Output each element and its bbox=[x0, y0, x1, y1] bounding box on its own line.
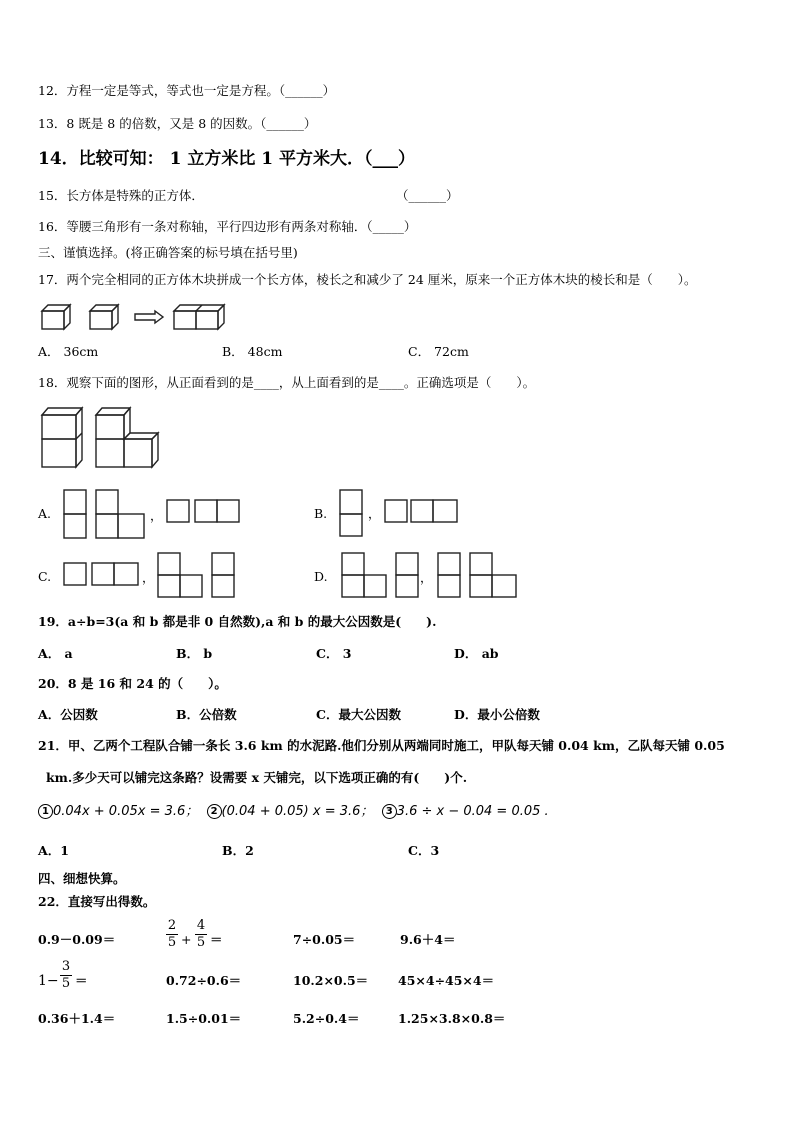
q18-option-c-label[interactable]: C. bbox=[38, 569, 52, 584]
section-3-heading: 三、谨慎选择。(将正确答案的标号填在括号里) bbox=[38, 245, 298, 260]
one-minus: 1− bbox=[38, 973, 59, 989]
cuboid bbox=[174, 305, 224, 329]
q21-equations bbox=[38, 804, 549, 820]
calc-11: 5.2÷0.4＝ bbox=[293, 1011, 360, 1026]
fraction-numerator: 2 bbox=[167, 918, 177, 933]
question-14: 14．比较可知： 1 立方米比 1 平方米大．（___） bbox=[38, 149, 415, 169]
question-16: 16．等腰三角形有一条对称轴，平行四边形有两条对称轴．（_____） bbox=[38, 219, 417, 234]
q17-option-a[interactable]: A． 36cm bbox=[38, 344, 99, 359]
q20-option-d[interactable]: D．最小公倍数 bbox=[454, 707, 540, 722]
question-18-stem: 18．观察下面的图形，从正面看到的是____，从上面看到的是____。正确选项是（ ）。 bbox=[38, 375, 536, 390]
q18-option-b-comma: ， bbox=[368, 506, 381, 521]
cube-1 bbox=[42, 305, 70, 329]
calc-10: 1.5÷0.01＝ bbox=[166, 1011, 242, 1026]
cube-2 bbox=[90, 305, 118, 329]
fraction-numerator: 4 bbox=[196, 918, 206, 933]
fraction-2-5 bbox=[166, 919, 178, 950]
q18-option-d-label[interactable]: D. bbox=[314, 569, 328, 584]
calc-4: 9.6＋4＝ bbox=[400, 932, 456, 947]
q18-option-d-top bbox=[436, 551, 526, 601]
q18-option-b-label[interactable]: B. bbox=[314, 506, 328, 521]
question-15-blank: （______） bbox=[396, 188, 459, 203]
q18-option-d-comma: ， bbox=[420, 570, 433, 585]
equals-sign: ＝ bbox=[210, 932, 223, 947]
equation-3: 3.6 ÷ x − 0.04 = 0.05 . bbox=[396, 804, 549, 819]
calc-3: 7÷0.05＝ bbox=[293, 932, 356, 947]
equals-sign: ＝ bbox=[75, 973, 88, 988]
q18-option-a-label[interactable]: A. bbox=[38, 506, 52, 521]
question-19-stem: 19．a÷b=3(a 和 b 都是非 0 自然数),a 和 b 的最大公因数是( ). bbox=[38, 614, 437, 629]
fraction-4-5 bbox=[195, 919, 207, 950]
fraction-denominator: 5 bbox=[61, 976, 71, 991]
q18-option-c-comma: ， bbox=[142, 570, 155, 585]
solid-figures bbox=[40, 405, 165, 471]
equation-2: (0.04 + 0.05) x = 3.6； bbox=[221, 804, 374, 819]
question-17-stem: 17．两个完全相同的正方体木块拼成一个长方体，棱长之和减少了 24 厘米，原来一个正方体木块的棱长和是（ ）。 bbox=[38, 272, 697, 287]
q18-option-d-front bbox=[340, 551, 430, 601]
q21-option-c[interactable]: C．3 bbox=[408, 843, 440, 858]
plus-sign: + bbox=[181, 932, 192, 947]
q19-option-d[interactable]: D． ab bbox=[454, 646, 499, 661]
equation-1: 0.04x + 0.05x = 3.6； bbox=[53, 804, 199, 819]
q19-option-a[interactable]: A． a bbox=[38, 646, 73, 661]
fraction-numerator: 3 bbox=[61, 959, 71, 974]
cube-diagram bbox=[40, 303, 240, 333]
q17-option-b[interactable]: B． 48cm bbox=[222, 344, 283, 359]
calc-8: 45×4÷45×4＝ bbox=[398, 973, 495, 988]
question-20-stem: 20．8 是 16 和 24 的（ ）。 bbox=[38, 676, 227, 691]
question-22-stem: 22．直接写出得数。 bbox=[38, 894, 156, 909]
q18-option-a-comma: ， bbox=[150, 508, 163, 523]
fraction-denominator: 5 bbox=[167, 935, 177, 950]
arrow-icon bbox=[135, 311, 163, 323]
calc-9: 0.36＋1.4＝ bbox=[38, 1011, 116, 1026]
question-15: 15．长方体是特殊的正方体． bbox=[38, 188, 204, 203]
calc-12: 1.25×3.8×0.8＝ bbox=[398, 1011, 506, 1026]
figure-right-l-shape bbox=[96, 408, 158, 467]
calc-7: 10.2×0.5＝ bbox=[293, 973, 369, 988]
q18-option-b-top bbox=[383, 498, 463, 526]
circled-number-2: 2 bbox=[207, 804, 222, 819]
q17-option-c[interactable]: C． 72cm bbox=[408, 344, 469, 359]
question-12: 12．方程一定是等式，等式也一定是方程。（______） bbox=[38, 83, 336, 98]
q18-option-a-top bbox=[165, 498, 245, 526]
q18-option-a-front bbox=[62, 488, 152, 540]
q21-option-b[interactable]: B．2 bbox=[222, 843, 254, 858]
circled-number-3: 3 bbox=[382, 804, 397, 819]
q21-option-a[interactable]: A．1 bbox=[38, 843, 69, 858]
q18-option-b-front bbox=[338, 488, 368, 540]
fraction-3-5 bbox=[60, 960, 72, 991]
question-21-line2: km.多少天可以铺完这条路？设需要 x 天铺完，以下选项正确的有( )个. bbox=[46, 770, 468, 785]
calc-1: 0.9－0.09＝ bbox=[38, 932, 116, 947]
q20-option-b[interactable]: B．公倍数 bbox=[176, 707, 237, 722]
q20-option-c[interactable]: C．最大公因数 bbox=[316, 707, 401, 722]
q19-option-c[interactable]: C． 3 bbox=[316, 646, 352, 661]
q20-option-a[interactable]: A．公因数 bbox=[38, 707, 98, 722]
section-4-heading: 四、细想快算。 bbox=[38, 871, 126, 886]
figure-left-stack bbox=[42, 408, 82, 467]
question-13: 13．8 既是 8 的倍数，又是 8 的因数。（______） bbox=[38, 116, 317, 131]
q18-option-c-front bbox=[156, 551, 246, 601]
calc-6: 0.72÷0.6＝ bbox=[166, 973, 242, 988]
question-21-line1: 21．甲、乙两个工程队合铺一条长 3.6 km 的水泥路.他们分别从两端同时施工，甲队每天铺 0.04 km，乙队每天铺 0.05 bbox=[38, 738, 725, 753]
q19-option-b[interactable]: B． b bbox=[176, 646, 213, 661]
q18-option-c-top bbox=[62, 561, 142, 589]
fraction-denominator: 5 bbox=[196, 935, 206, 950]
circled-number-1: 1 bbox=[38, 804, 53, 819]
